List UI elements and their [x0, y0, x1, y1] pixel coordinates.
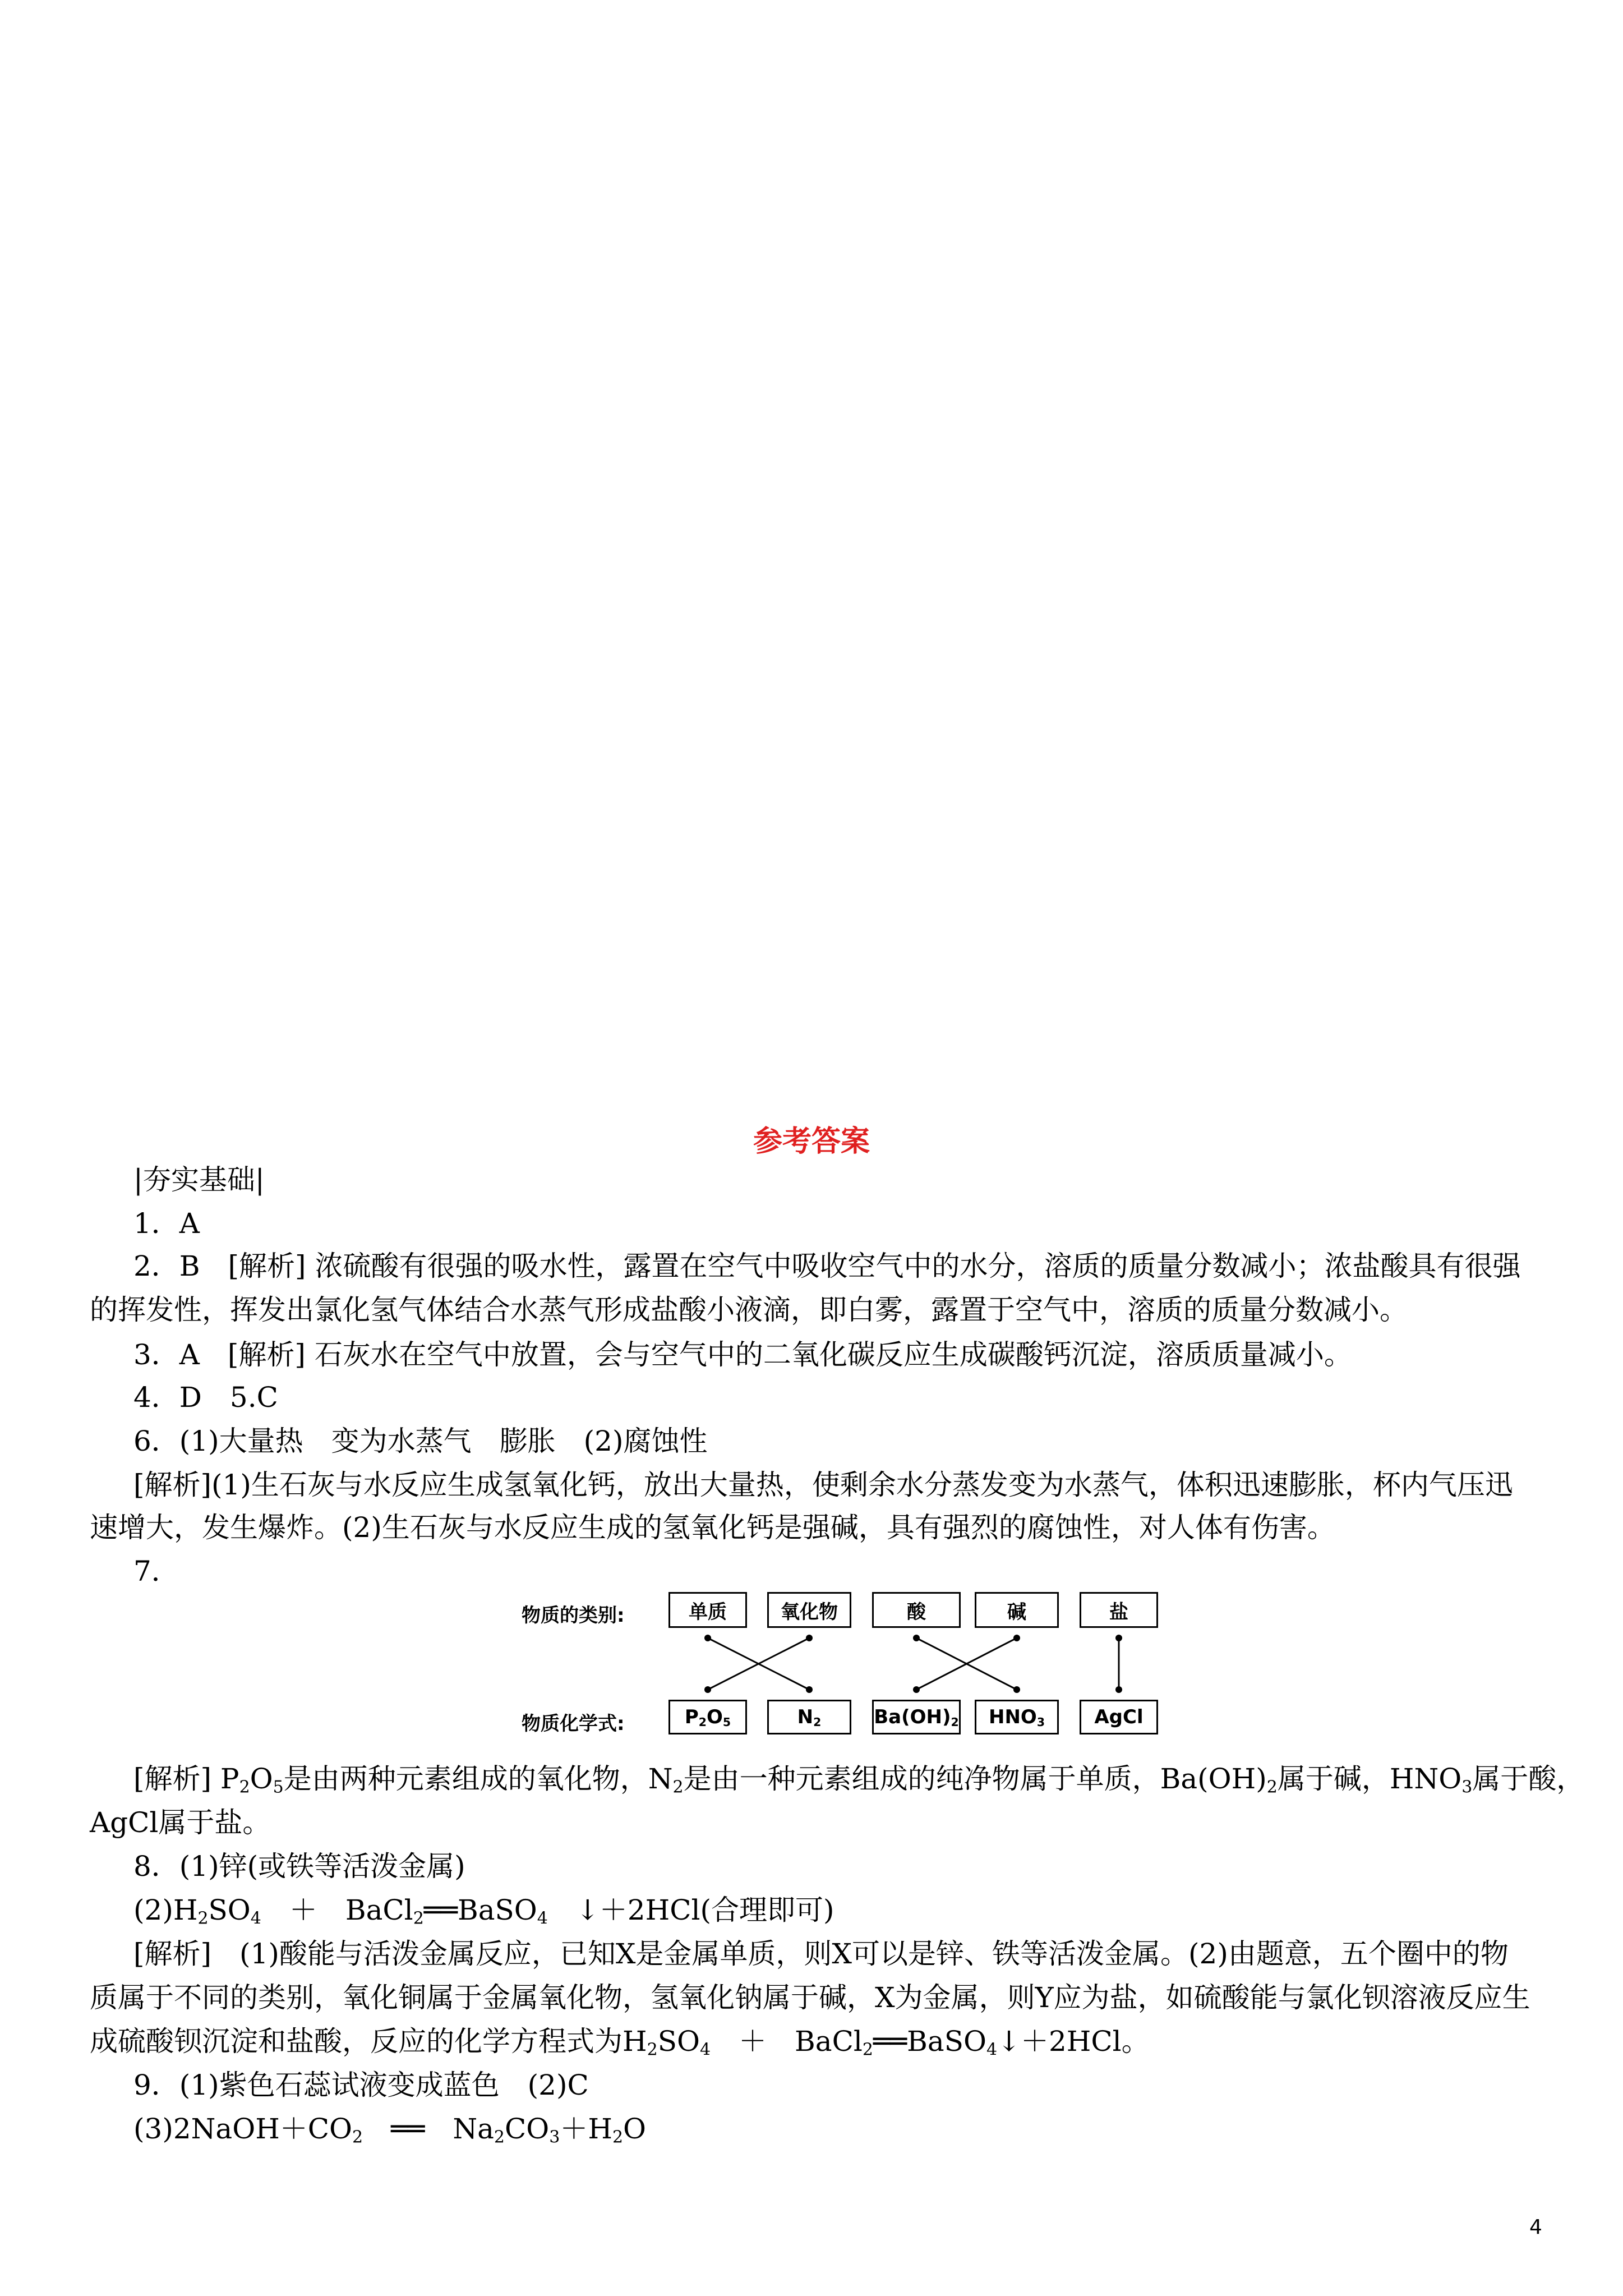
formula-box-p2o5 — [668, 1700, 747, 1734]
match-dot-1-0 — [806, 1635, 813, 1641]
formula-hno3-text: $HNO_3$ — [988, 1706, 1045, 1729]
answer-6-analysis-line1: [解析](1)生石灰与水反应生成氢氧化钙，放出大量热，使剩余水分蒸发变为水蒸气，体积迅速膨胀，杯内气压迅 — [133, 1469, 1513, 1501]
match-dot-1-1 — [704, 1686, 711, 1693]
answer-2-line1: 2．B [解析] 浓硫酸有很强的吸水性，露置在空气中吸收空气中的水分，溶质的质量分数减小；浓盐酸具有很强 — [133, 1250, 1521, 1282]
answer-9-part1: 9．(1)紫色石蕊试液变成蓝色 (2)C — [133, 2069, 589, 2101]
match-dot-3-0 — [1013, 1635, 1020, 1641]
match-dot-2-0 — [913, 1635, 920, 1641]
section-label: |夯实基础| — [133, 1163, 265, 1196]
answer-8-analysis-line1: [解析] (1)酸能与活泼金属反应，已知X是金属单质，则X可以是锌、铁等活泼金属。(2)由题意，五个圈中的物 — [133, 1938, 1509, 1970]
answer-4-5: 4．D 5.C — [133, 1381, 278, 1414]
answer-9-part3: $(3)2NaOH+CO_2$ ══ $Na_2CO_3+H_2O$ — [133, 2113, 647, 2147]
answer-8-part1: 8．(1)锌(或铁等活泼金属) — [133, 1850, 465, 1883]
matching-diagram — [522, 1582, 1178, 1745]
formula-box-hno3 — [975, 1700, 1059, 1734]
formula-box-baoh2 — [872, 1700, 961, 1734]
category-box-oxide: 氧化物 — [767, 1592, 851, 1628]
answers-title: 参考答案 — [753, 1125, 870, 1158]
answer-1: 1．A — [133, 1207, 200, 1240]
answer-3: 3．A [解析] 石灰水在空气中放置，会与空气中的二氧化碳反应生成碳酸钙沉淀，溶质质量减小。 — [133, 1338, 1352, 1371]
answer-8-analysis-line2: 质属于不同的类别，氧化铜属于金属氧化物，氢氧化钠属于碱，X为金属，则Y应为盐，如硫酸能与氯化钡溶液反应生 — [90, 1981, 1530, 2014]
formula-p2o5-text: $P_2O_5$ — [684, 1706, 731, 1729]
match-dot-4-0 — [1115, 1635, 1122, 1641]
answer-8-analysis-line3: 成硫酸钡沉淀和盐酸，反应的化学方程式为$H_2SO_4$ ＋ BaCl$_2$══BaSO$_4$↓＋2HCl。 — [90, 2025, 1150, 2060]
answer-7-number: 7． — [133, 1555, 179, 1588]
category-box-element: 单质 — [668, 1592, 747, 1628]
formula-box-agcl — [1080, 1700, 1158, 1734]
match-dot-3-1 — [913, 1686, 920, 1693]
formula-row-label: 物质化学式: — [522, 1713, 625, 1735]
answer-6-analysis-line2: 速增大，发生爆炸。(2)生石灰与水反应生成的氢氧化钙是强碱，具有强烈的腐蚀性，对人体有伤害。 — [90, 1511, 1335, 1544]
match-dot-0-1 — [806, 1686, 813, 1693]
answer-2-line2: 的挥发性，挥发出氯化氢气体结合水蒸气形成盐酸小液滴，即白雾，露置于空气中，溶质的质量分数减小。 — [90, 1294, 1408, 1326]
formula-agcl-text: AgCl — [1094, 1706, 1144, 1728]
category-box-acid: 酸 — [872, 1592, 961, 1628]
category-row-label: 物质的类别: — [522, 1604, 625, 1627]
answer-7-analysis-line2: AgCl属于盐。 — [90, 1806, 271, 1839]
formula-baoh2-text: $Ba(OH)_2$ — [874, 1706, 959, 1729]
formula-box-n2 — [767, 1700, 851, 1734]
page-number: 4 — [1529, 2216, 1542, 2239]
answer-8-part2: $(2)H_2SO_4$ ＋ BaCl$_2$══BaSO$_4$ ↓＋2HCl(合理即可) — [133, 1894, 834, 1929]
match-dot-2-1 — [1013, 1686, 1020, 1693]
answer-7-analysis-line1: [解析] $P_2O_5$是由两种元素组成的氧化物，$N_2$是由一种元素组成的纯净物属于单质，$Ba(OH)_2$属于碱，$HNO_3$属于酸， — [133, 1763, 1585, 1797]
category-box-salt: 盐 — [1080, 1592, 1158, 1628]
match-dot-0-0 — [704, 1635, 711, 1641]
match-dot-4-1 — [1115, 1686, 1122, 1693]
category-box-base: 碱 — [975, 1592, 1059, 1628]
formula-n2-text: $N_2$ — [797, 1706, 822, 1729]
answer-6: 6．(1)大量热 变为水蒸气 膨胀 (2)腐蚀性 — [133, 1425, 708, 1457]
